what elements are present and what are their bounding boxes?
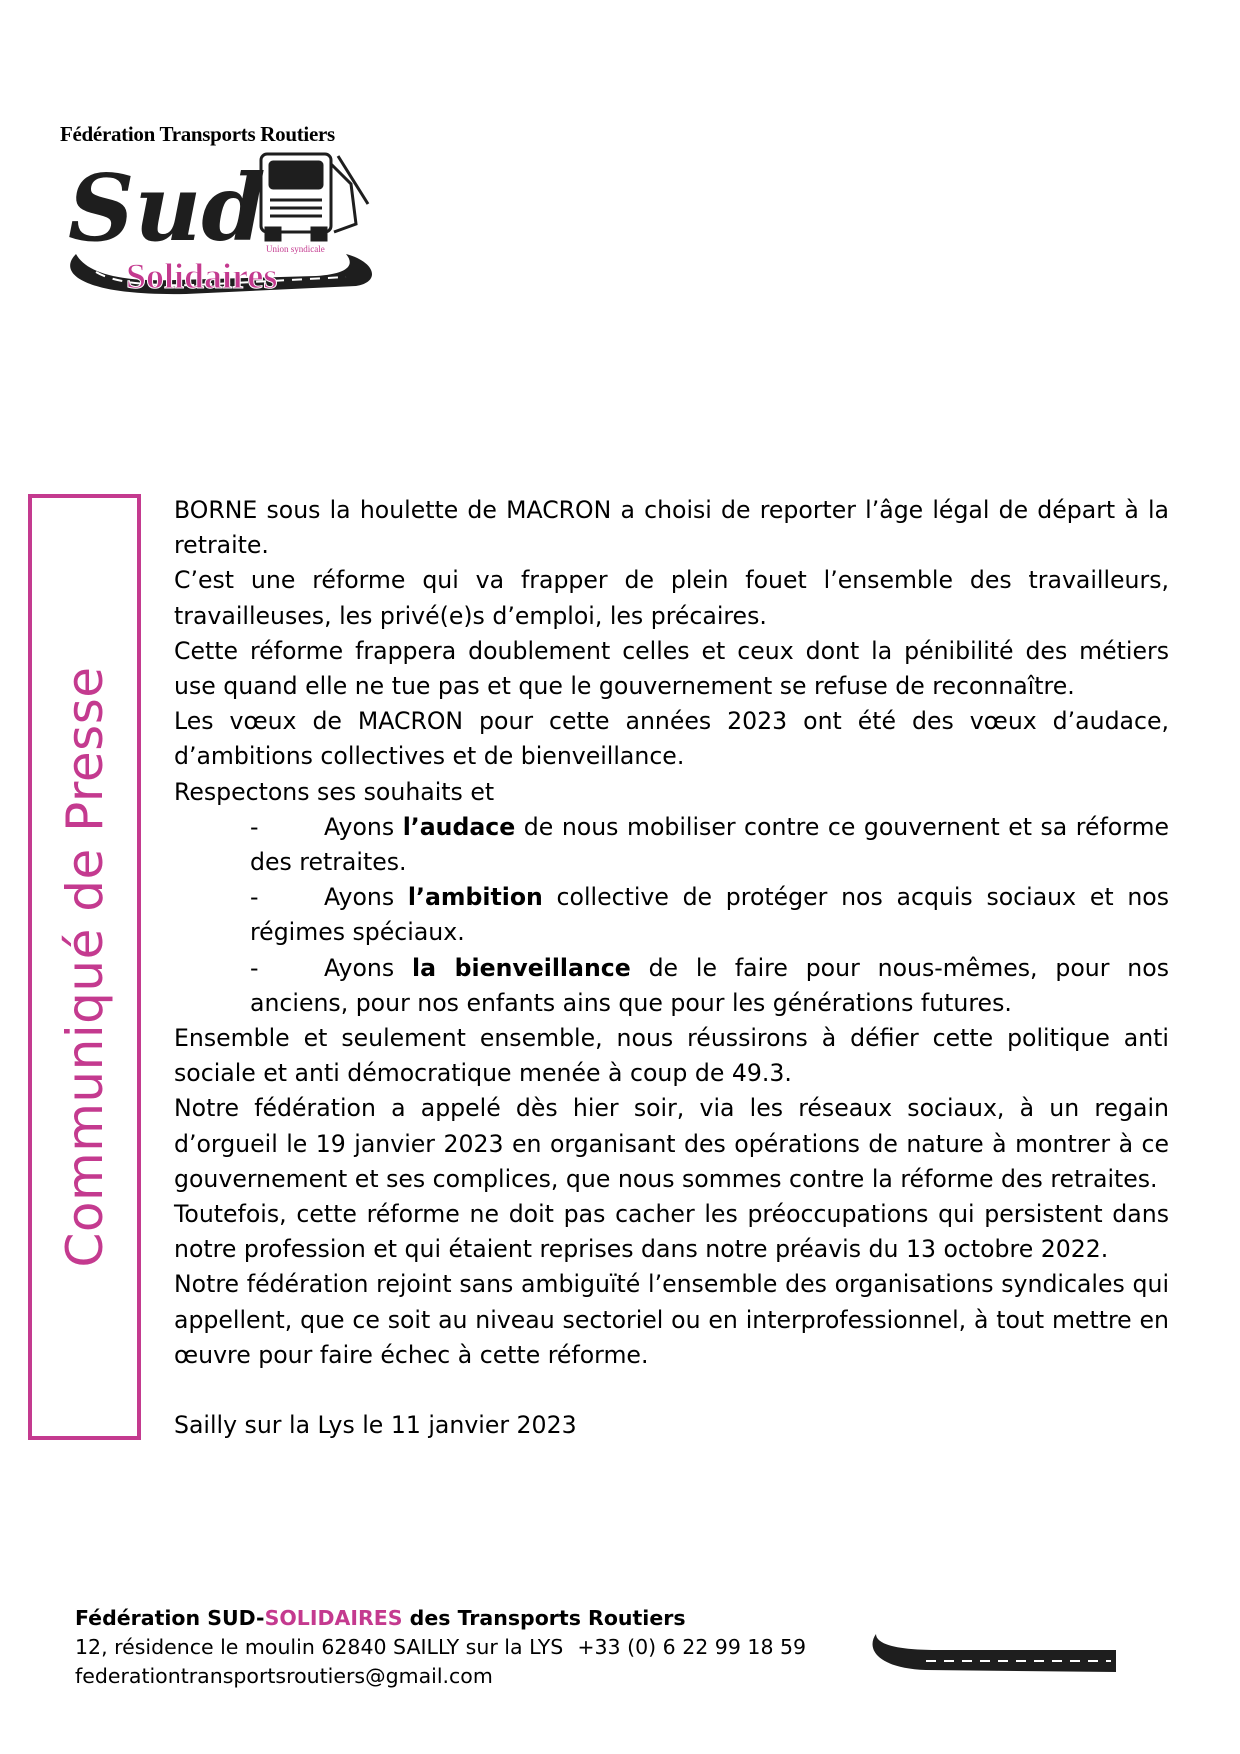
footer-name-solidaires: SOLIDAIRES bbox=[264, 1606, 403, 1630]
footer-federation-name bbox=[75, 1604, 835, 1633]
paragraph-9: Notre fédération rejoint sans ambiguïté l’ensemble des organisations syndicales qui appellent, que ce soit au niveau sectoriel ou en interprofessionnel, à tout mettre en œuvre pour faire échec à cette réforme. bbox=[174, 1270, 1169, 1369]
federation-logo bbox=[56, 122, 386, 312]
bullet-bold: l’ambition bbox=[407, 883, 543, 912]
paragraph-4: Les vœux de MACRON pour cette années 2023 ont été des vœux d’audace, d’ambitions collectives et de bienveillance. bbox=[174, 707, 1169, 771]
footer-email: federationtransportsroutiers@gmail.com bbox=[75, 1664, 493, 1688]
logo-solidaires-text: Solidaires bbox=[126, 256, 278, 296]
paragraph-8: Toutefois, cette réforme ne doit pas cacher les préoccupations qui persistent dans notre profession et qui étaient reprises dans notre préavis du 13 octobre 2022. bbox=[174, 1200, 1169, 1264]
logo-federation-title: Fédération Transports Routiers bbox=[60, 122, 335, 146]
bullet-item-2 bbox=[250, 880, 1169, 950]
bullet-bold: la bienveillance bbox=[412, 953, 631, 982]
footer-address: 12, résidence le moulin 62840 SAILLY sur la LYS bbox=[75, 1635, 564, 1659]
bullet-dash: - bbox=[250, 883, 259, 912]
bullet-item-1 bbox=[250, 810, 1169, 880]
bullet-item-3 bbox=[250, 951, 1169, 1021]
footer bbox=[75, 1604, 835, 1691]
press-release-body bbox=[174, 493, 1169, 1443]
paragraph-7: Notre fédération a appelé dès hier soir, via les réseaux sociaux, à un regain d’orgueil le 19 janvier 2023 en organisant des opérations de nature à montrer à ce gouvernement et ses complices, que nous sommes contre la réforme des retraites. bbox=[174, 1094, 1169, 1193]
logo-graphic bbox=[56, 144, 386, 312]
footer-phone: +33 (0) 6 22 99 18 59 bbox=[577, 1635, 807, 1659]
footer-name-part: Fédération SUD- bbox=[75, 1606, 265, 1630]
logo-sud-text: Sud bbox=[68, 154, 266, 262]
bullet-post: de le faire pour nous-mêmes, pour nos anciens, pour nos enfants ains que pour les générations futures. bbox=[250, 953, 1169, 1017]
footer-address-line bbox=[75, 1633, 835, 1662]
bullet-post: de nous mobiliser contre ce gouvernent et sa réforme des retraites. bbox=[250, 812, 1169, 877]
bullet-pre: Ayons bbox=[324, 812, 403, 841]
footer-road-icon bbox=[866, 1628, 1126, 1678]
truck-icon bbox=[261, 154, 368, 240]
logo-union-text: Union syndicale bbox=[266, 244, 325, 254]
bullet-dash: - bbox=[250, 812, 259, 841]
press-release-banner bbox=[28, 494, 141, 1440]
paragraph-5: Respectons ses souhaits et bbox=[174, 777, 495, 806]
bullet-dash: - bbox=[250, 953, 259, 982]
paragraph-6: Ensemble et seulement ensemble, nous réussirons à défier cette politique anti sociale et anti démocratique menée à coup de 49.3. bbox=[174, 1024, 1169, 1088]
paragraph-3: Cette réforme frappera doublement celles et ceux dont la pénibilité des métiers use quand elle ne tue pas et que le gouvernement se refuse de reconnaître. bbox=[174, 636, 1169, 701]
paragraph-2: C’est une réforme qui va frapper de plein fouet l’ensemble des travailleurs, travailleuses, les privé(e)s d’emploi, les précaires. bbox=[174, 566, 1169, 630]
footer-name-part: des Transports Routiers bbox=[402, 1606, 686, 1630]
signature-line: Sailly sur la Lys le 11 janvier 2023 bbox=[174, 1411, 577, 1440]
bullet-post: collective de protéger nos acquis sociaux et nos régimes spéciaux. bbox=[250, 883, 1169, 947]
paragraph-1: BORNE sous la houlette de MACRON a choisi de reporter l’âge légal de départ à la retraite. bbox=[174, 496, 1169, 560]
bullet-pre: Ayons bbox=[324, 953, 413, 982]
bullet-bold: l’audace bbox=[402, 812, 516, 841]
bullet-pre: Ayons bbox=[324, 883, 408, 912]
press-release-label: Communiqué de Presse bbox=[55, 666, 114, 1268]
